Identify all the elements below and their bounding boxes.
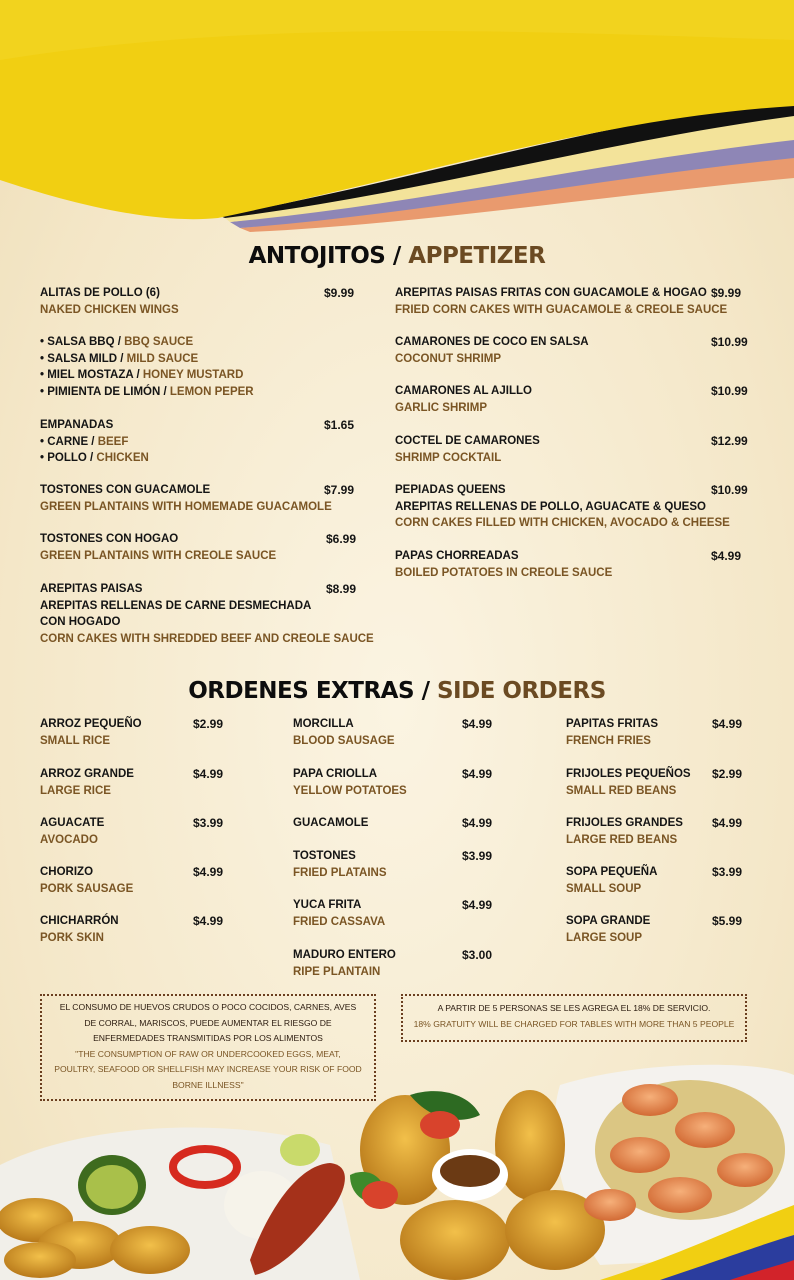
item-name: PAPA CRIOLLA	[293, 768, 378, 780]
item-desc: FRIED CORN CAKES WITH GUACAMOLE & CREOLE SAUCE	[395, 303, 728, 316]
item-price: $4.99	[193, 914, 224, 928]
item-desc: BOILED POTATOES IN CREOLE SAUCE	[395, 566, 613, 579]
menu-item-tostones-guacamole	[40, 482, 332, 515]
item-name: CAMARONES DE COCO EN SALSA	[395, 336, 589, 348]
item-desc: PORK SAUSAGE	[40, 882, 134, 895]
item-name: COCTEL DE CAMARONES	[395, 435, 540, 447]
item-price: $3.99	[193, 816, 224, 830]
item-price: $5.99	[712, 914, 743, 928]
item-price: $3.99	[462, 849, 493, 863]
notice-line-es: A PARTIR DE 5 PERSONAS SE LES AGREGA EL 18% DE SERVICIO.	[437, 1003, 711, 1013]
item-subname: CON HOGADO	[40, 616, 121, 628]
item-name: TOSTONES CON HOGAO	[40, 533, 179, 545]
appetizer-heading	[0, 243, 794, 269]
item-desc: GREEN PLANTAINS WITH CREOLE SAUCE	[40, 549, 277, 562]
notice-line-en: POULTRY, SEAFOOD OR SHELLFISH MAY INCREASE YOUR RISK OF FOOD	[54, 1064, 362, 1074]
item-desc: CORN CAKES WITH SHREDDED BEEF AND CREOLE SAUCE	[40, 632, 374, 645]
side-item	[566, 913, 650, 946]
item-name: FRIJOLES PEQUEÑOS	[566, 768, 691, 780]
item-name: ALITAS DE POLLO (6)	[40, 287, 160, 299]
side-item	[293, 897, 385, 930]
item-price: $8.99	[326, 582, 357, 596]
item-desc: AVOCADO	[40, 833, 98, 846]
item-name: ARROZ PEQUEÑO	[40, 718, 142, 730]
side-item	[566, 766, 691, 799]
item-name: AGUACATE	[40, 817, 105, 829]
item-name: FRIJOLES GRANDES	[566, 817, 683, 829]
item-price: $3.99	[712, 865, 743, 879]
menu-item-coctel-camarones	[395, 433, 540, 466]
item-price: $10.99	[711, 483, 748, 497]
item-price: $9.99	[711, 286, 742, 300]
item-price: $7.99	[324, 483, 355, 497]
side-orders-heading	[0, 678, 794, 704]
notice-line-es: ENFERMEDADES TRANSMITIDAS POR LOS ALIMENTOS	[93, 1033, 323, 1043]
item-price: $4.99	[193, 767, 224, 781]
sauce-en: BBQ SAUCE	[124, 336, 194, 348]
item-name: AREPITAS PAISAS FRITAS CON GUACAMOLE & HOGAO	[395, 287, 707, 299]
item-name: PEPIADAS QUEENS	[395, 484, 506, 496]
item-subname: AREPITAS RELLENAS DE POLLO, AGUACATE & QUESO	[395, 500, 706, 513]
menu-item-tostones-hogao	[40, 531, 276, 564]
item-price: $10.99	[711, 335, 748, 349]
item-name: CHICHARRÓN	[40, 915, 119, 927]
item-name: EMPANADAS	[40, 419, 114, 431]
option-en: BEEF	[97, 435, 129, 448]
item-price: $1.65	[324, 418, 355, 432]
item-price: $2.99	[712, 767, 743, 781]
menu-item-arepitas-paisas	[40, 581, 374, 647]
item-price: $2.99	[193, 717, 224, 731]
item-name: YUCA FRITA	[293, 899, 362, 911]
sauce-options	[40, 334, 254, 400]
menu-item-arepitas-fritas	[395, 285, 727, 318]
item-name: TOSTONES CON GUACAMOLE	[40, 484, 211, 496]
top-banner-waves	[0, 0, 794, 240]
item-desc: CORN CAKES FILLED WITH CHICKEN, AVOCADO & CHEESE	[395, 517, 730, 529]
menu-item-camarones-ajillo	[395, 383, 532, 416]
item-name: PAPAS CHORREADAS	[395, 550, 519, 562]
item-price: $4.99	[462, 717, 493, 731]
item-price: $12.99	[711, 434, 748, 448]
heading-separator: /	[421, 678, 430, 704]
item-desc: FRIED PLATAINS	[293, 866, 387, 879]
side-item	[40, 716, 142, 749]
sauce-en: LEMON PEPER	[169, 385, 254, 398]
item-desc: SHRIMP COCKTAIL	[395, 451, 502, 464]
item-desc: GARLIC SHRIMP	[395, 401, 487, 414]
item-price: $4.99	[462, 898, 493, 912]
item-subname: AREPITAS RELLENAS DE CARNE DESMECHADA	[40, 599, 312, 612]
item-desc: RIPE PLANTAIN	[293, 965, 381, 978]
side-item	[293, 848, 387, 881]
item-price: $4.99	[462, 816, 493, 830]
gratuity-notice	[401, 994, 747, 1042]
side-item	[566, 815, 683, 848]
side-item	[293, 766, 407, 799]
sauce-es: • SALSA BBQ /	[40, 336, 125, 348]
item-name: PAPITAS FRITAS	[566, 718, 658, 730]
menu-item-pepiadas-queens	[395, 482, 730, 532]
item-name: AREPITAS PAISAS	[40, 583, 143, 595]
menu-item-empanadas	[40, 417, 149, 467]
item-desc: LARGE SOUP	[566, 931, 643, 944]
side-item	[40, 815, 104, 848]
sauce-en: MILD SAUCE	[126, 352, 199, 365]
item-price: $6.99	[326, 532, 357, 546]
item-desc: SMALL RED BEANS	[566, 784, 677, 797]
item-name: MORCILLA	[293, 718, 354, 730]
item-desc: BLOOD SAUSAGE	[293, 734, 395, 747]
item-name: GUACAMOLE	[293, 817, 369, 829]
item-name: CHORIZO	[40, 866, 94, 878]
item-price: $4.99	[712, 816, 743, 830]
item-desc: FRENCH FRIES	[566, 734, 651, 747]
menu-item-alitas	[40, 285, 179, 318]
heading-separator: /	[392, 243, 401, 269]
side-orders-heading-es: ORDENES EXTRAS	[188, 678, 415, 704]
item-price: $10.99	[711, 384, 748, 398]
side-item	[40, 766, 134, 799]
side-item	[293, 947, 396, 980]
item-name: MADURO ENTERO	[293, 949, 396, 961]
item-name: TOSTONES	[293, 850, 356, 862]
item-price: $9.99	[324, 286, 355, 300]
appetizer-heading-en: APPETIZER	[408, 243, 546, 269]
side-item	[40, 913, 119, 946]
item-price: $4.99	[462, 767, 493, 781]
item-desc: YELLOW POTATOES	[293, 784, 407, 797]
notice-line-en: "THE CONSUMPTION OF RAW OR UNDERCOOKED EGGS, MEAT,	[75, 1048, 341, 1059]
item-name: CAMARONES AL AJILLO	[395, 385, 532, 397]
side-item	[293, 815, 368, 832]
item-desc: SMALL SOUP	[566, 882, 642, 895]
item-desc: COCONUT SHRIMP	[395, 352, 502, 365]
side-item	[293, 716, 395, 749]
menu-item-camarones-coco	[395, 334, 589, 367]
option-es: • POLLO /	[40, 452, 97, 464]
notice-line-en: BORNE ILLNESS"	[172, 1079, 244, 1090]
side-orders-heading-en: SIDE ORDERS	[436, 678, 606, 704]
sauce-en: HONEY MUSTARD	[142, 369, 244, 381]
item-desc: SMALL RICE	[40, 734, 111, 747]
notice-line-en: 18% GRATUITY WILL BE CHARGED FOR TABLES WITH MORE THAN 5 PEOPLE	[413, 1018, 735, 1029]
option-en: CHICKEN	[96, 452, 149, 464]
item-name: SOPA GRANDE	[566, 915, 651, 927]
food-photo	[0, 1055, 794, 1280]
item-desc: NAKED CHICKEN WINGS	[40, 303, 179, 316]
item-desc: PORK SKIN	[40, 931, 104, 944]
sauce-es: • SALSA MILD /	[40, 352, 127, 365]
appetizer-heading-es: ANTOJITOS	[248, 243, 386, 269]
side-item	[40, 864, 133, 897]
item-name: ARROZ GRANDE	[40, 768, 134, 780]
notice-line-es: DE CORRAL, MARISCOS, PUEDE AUMENTAR EL RIESGO DE	[84, 1017, 332, 1028]
item-price: $3.00	[462, 948, 493, 962]
sauce-es: • PIMIENTA DE LIMÓN /	[40, 385, 170, 398]
item-price: $4.99	[711, 549, 742, 563]
item-price: $4.99	[193, 865, 224, 879]
item-desc: GREEN PLANTAINS WITH HOMEMADE GUACAMOLE	[40, 500, 332, 513]
notice-line-es: EL CONSUMO DE HUEVOS CRUDOS O POCO COCIDOS, CARNES, AVES	[59, 1002, 357, 1012]
item-name: SOPA PEQUEÑA	[566, 866, 658, 878]
item-desc: LARGE RICE	[40, 784, 111, 797]
sauce-es: • MIEL MOSTAZA /	[40, 369, 143, 381]
item-desc: LARGE RED BEANS	[566, 833, 678, 846]
option-es: • CARNE /	[40, 435, 98, 448]
item-desc: FRIED CASSAVA	[293, 915, 386, 928]
item-price: $4.99	[712, 717, 743, 731]
side-item	[566, 864, 657, 897]
menu-item-papas-chorreadas	[395, 548, 612, 581]
side-item	[566, 716, 658, 749]
